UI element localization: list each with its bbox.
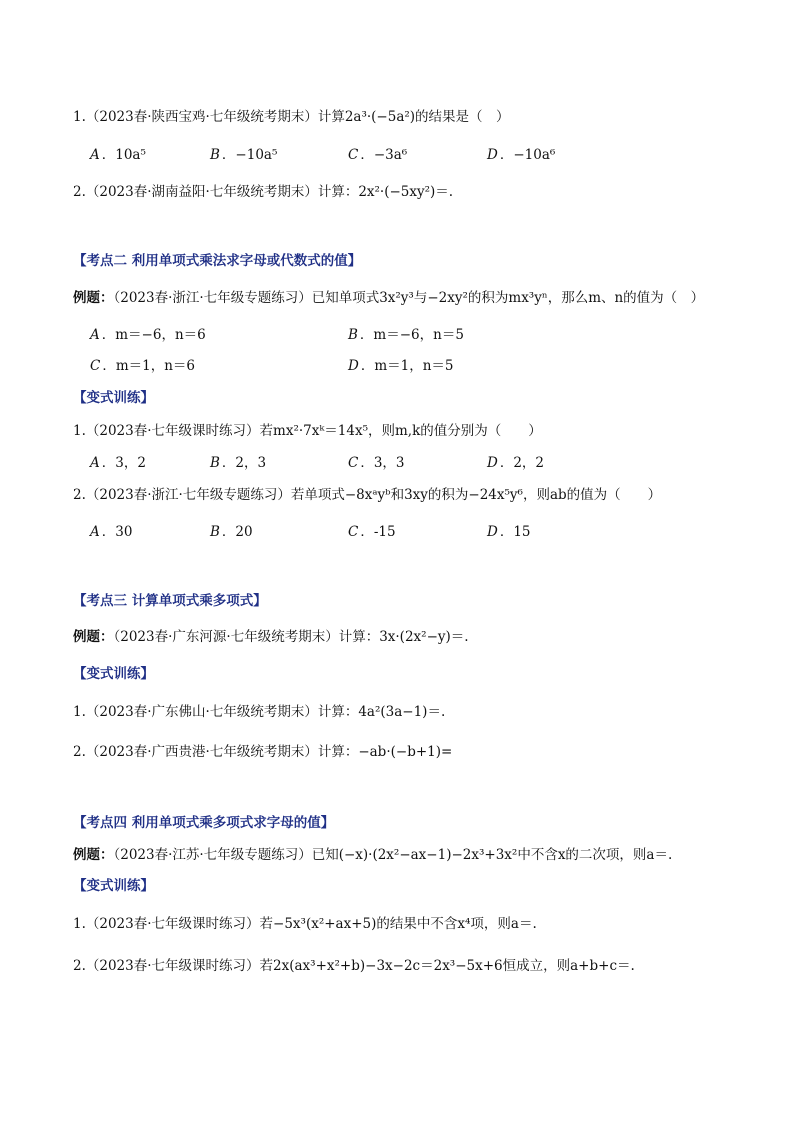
option-text: ．−10a⁵ [221, 147, 278, 163]
option-text: ．−10a⁶ [499, 147, 556, 163]
option-letter: D [487, 524, 498, 540]
option-text: ．2，2 [499, 455, 545, 471]
practice-question-1: 1.（2023春·七年级课时练习）若−5x³(x²+ax+5)的结果中不含x⁴项，则a＝. [73, 916, 537, 932]
option-text: ．-15 [360, 524, 396, 540]
option-a[interactable] [90, 326, 206, 344]
example-label: 例题： [73, 847, 114, 863]
option-letter: A [90, 327, 100, 343]
section-heading: 【考点二 利用单项式乘法求字母或代数式的值】 [73, 253, 362, 269]
question-1: 1.（2023春·陕西宝鸡·七年级统考期末）计算2a³·(−5a²)的结果是（ ） [73, 109, 510, 125]
practice-question-1: 1.（2023春·七年级课时练习）若mx²·7xᵏ＝14x⁵，则m,k的值分别为（ ） [73, 423, 542, 439]
option-text: ．3，2 [101, 455, 146, 471]
option-letter: A [90, 524, 100, 540]
option-letter: D [487, 147, 498, 163]
option-b[interactable] [210, 146, 277, 164]
question-2: 2.（2023春·湖南益阳·七年级统考期末）计算：2x²·(−5xy²)＝. [73, 184, 454, 200]
option-a[interactable] [90, 454, 146, 472]
option-text: ．15 [499, 524, 531, 540]
option-text: ．m＝−6，n＝5 [359, 327, 464, 343]
option-c[interactable] [90, 357, 195, 375]
option-letter: D [487, 455, 498, 471]
option-letter: B [210, 147, 220, 163]
option-letter: B [210, 524, 220, 540]
option-text: ．3，3 [360, 455, 405, 471]
practice-label: 【变式训练】 [73, 878, 154, 894]
option-d[interactable] [487, 523, 531, 541]
example-text: （2023春·浙江·七年级专题练习）已知单项式3x²y³与−2xy²的积为mx³yⁿ，那么m、n的值为（ ） [113, 290, 705, 306]
option-letter: C [348, 455, 359, 471]
practice-question-1: 1.（2023春·广东佛山·七年级统考期末）计算：4a²(3a−1)＝. [73, 704, 446, 720]
practice-question-2: 2.（2023春·浙江·七年级专题练习）若单项式−8xᵃyᵇ和3xy的积为−24x⁵y⁶，则ab的值为（ ） [73, 487, 662, 503]
practice-label: 【变式训练】 [73, 390, 154, 406]
option-letter: C [348, 524, 359, 540]
option-letter: B [210, 455, 220, 471]
example-question [73, 846, 672, 864]
option-letter: A [90, 147, 100, 163]
example-label: 例题： [73, 629, 114, 645]
option-letter: A [90, 455, 100, 471]
example-label: 例题： [73, 290, 114, 306]
option-text: ．m＝1，n＝5 [360, 358, 454, 374]
option-letter: D [348, 358, 359, 374]
option-d[interactable] [487, 454, 544, 472]
example-question [73, 628, 469, 646]
option-text: ．20 [221, 524, 253, 540]
example-text: （2023春·江苏·七年级专题练习）已知(−x)·(2x²−ax−1)−2x³+3x²中不含x的二次项，则a＝. [113, 847, 673, 863]
option-c[interactable] [348, 523, 396, 541]
option-text: ．10a⁵ [101, 147, 146, 163]
practice-question-2: 2.（2023春·七年级课时练习）若2x(ax³+x²+b)−3x−2c＝2x³−5x+6恒成立，则a+b+c＝. [73, 958, 635, 974]
option-b[interactable] [210, 454, 266, 472]
option-c[interactable] [348, 454, 405, 472]
option-a[interactable] [90, 146, 146, 164]
option-b[interactable] [210, 523, 253, 541]
section-heading: 【考点三 计算单项式乘多项式】 [73, 593, 267, 609]
option-text: ．m＝1，n＝6 [102, 358, 196, 374]
example-text: （2023春·广东河源·七年级统考期末）计算：3x·(2x²−y)＝. [113, 629, 469, 645]
example-question [73, 289, 704, 307]
option-letter: B [348, 327, 358, 343]
option-a[interactable] [90, 523, 132, 541]
option-d[interactable] [348, 357, 454, 375]
option-text: ．2，3 [221, 455, 267, 471]
option-text: ．m＝−6，n＝6 [101, 327, 206, 343]
option-c[interactable] [348, 146, 407, 164]
option-d[interactable] [487, 146, 555, 164]
option-text: ．−3a⁶ [360, 147, 408, 163]
section-heading: 【考点四 利用单项式乘多项式求字母的值】 [73, 815, 335, 831]
practice-question-2: 2.（2023春·广西贵港·七年级统考期末）计算：−ab·(−b+1)= [73, 744, 453, 760]
option-b[interactable] [348, 326, 464, 344]
practice-label: 【变式训练】 [73, 666, 154, 682]
option-letter: C [90, 358, 101, 374]
option-letter: C [348, 147, 359, 163]
option-text: ．30 [101, 524, 133, 540]
